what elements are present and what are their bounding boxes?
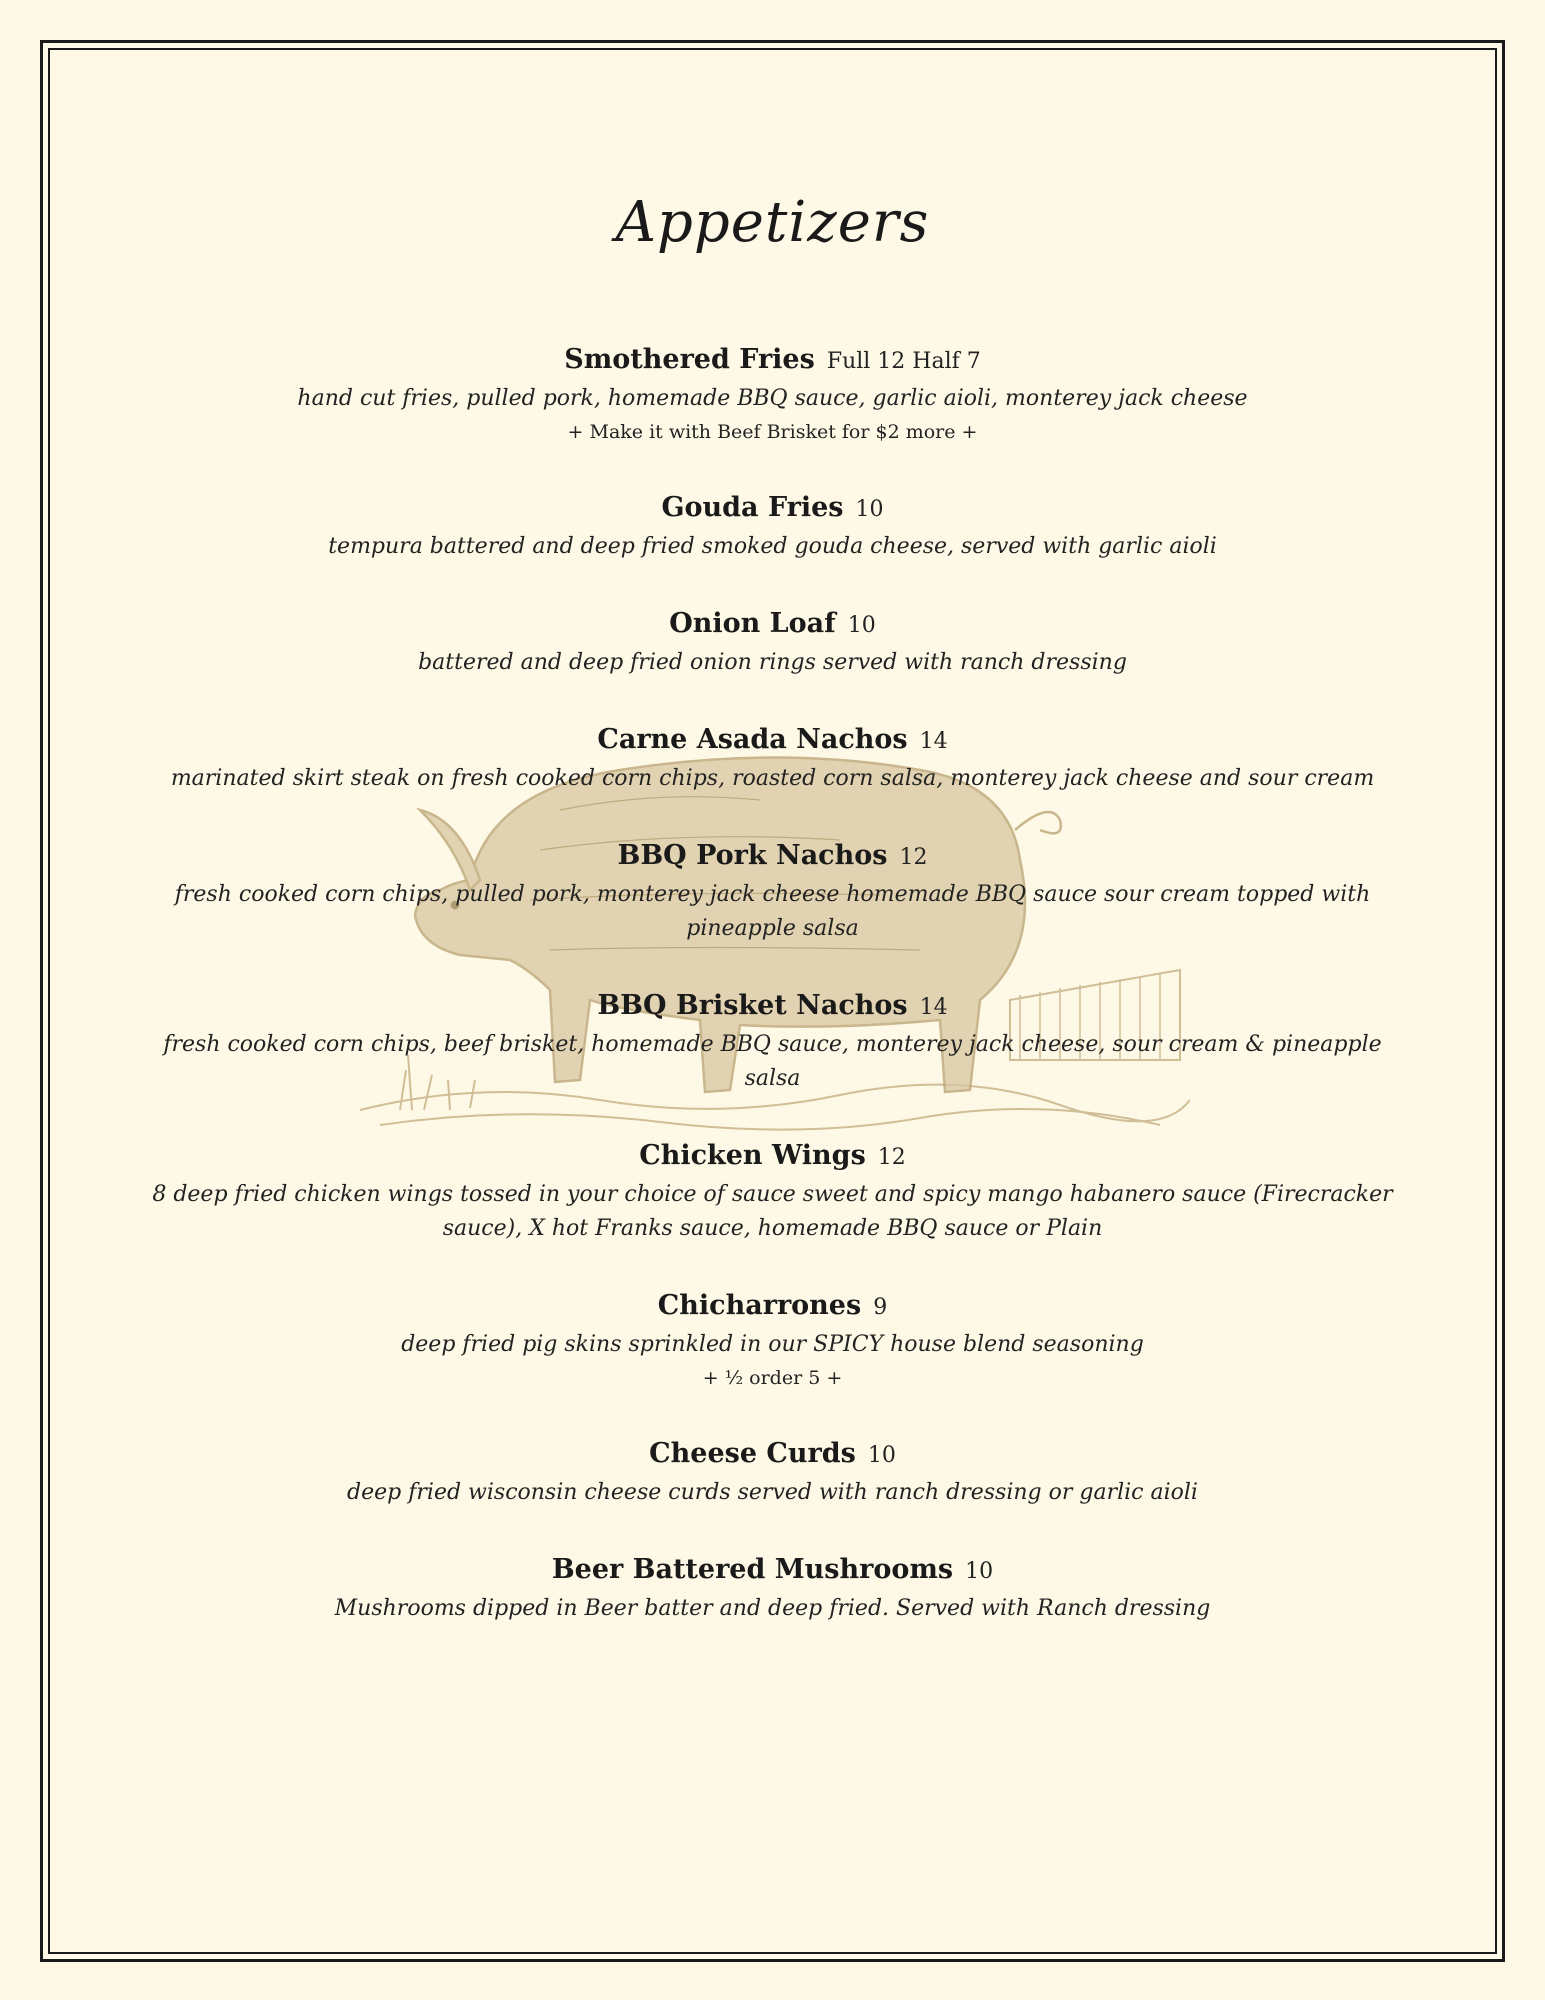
item-price: Full 12 Half 7 xyxy=(826,349,981,374)
item-note: + ½ order 5 + xyxy=(702,1367,843,1389)
item-name: Beer Battered Mushrooms xyxy=(551,1554,954,1585)
item-note: + Make it with Beef Brisket for $2 more + xyxy=(567,421,978,443)
item-description: marinated skirt steak on fresh cooked corn chips, roasted corn salsa, monterey jack cheese and sour cream xyxy=(170,766,1375,791)
item-description: tempura battered and deep fried smoked gouda cheese, served with garlic aioli xyxy=(328,534,1217,559)
item-description: hand cut fries, pulled pork, homemade BBQ sauce, garlic aioli, monterey jack cheese xyxy=(297,386,1248,411)
menu-list xyxy=(150,338,1395,1664)
menu-item xyxy=(150,1432,1395,1510)
item-price: 10 xyxy=(965,1559,994,1584)
item-name: Onion Loaf xyxy=(669,608,836,639)
menu-item xyxy=(150,602,1395,680)
menu-item xyxy=(150,718,1395,796)
item-price: 14 xyxy=(919,995,948,1020)
item-name: Carne Asada Nachos xyxy=(597,724,908,755)
item-description: Mushrooms dipped in Beer batter and deep fried. Served with Ranch dressing xyxy=(334,1596,1211,1621)
item-price: 9 xyxy=(873,1295,888,1320)
menu-item xyxy=(150,486,1395,564)
item-price: 12 xyxy=(877,1145,906,1170)
item-name: Chicken Wings xyxy=(639,1140,866,1171)
item-name: BBQ Brisket Nachos xyxy=(597,990,908,1021)
menu-item xyxy=(150,834,1395,946)
item-price: 12 xyxy=(899,845,928,870)
item-price: 10 xyxy=(847,613,876,638)
item-name: BBQ Pork Nachos xyxy=(617,840,888,871)
menu-item xyxy=(150,1134,1395,1246)
menu-item xyxy=(150,338,1395,448)
menu-item xyxy=(150,1284,1395,1394)
item-description: battered and deep fried onion rings served with ranch dressing xyxy=(418,650,1127,675)
page-title: Appetizers xyxy=(615,190,930,255)
menu-item xyxy=(150,1548,1395,1626)
item-price: 10 xyxy=(867,1443,896,1468)
item-name: Smothered Fries xyxy=(564,344,815,375)
item-description: fresh cooked corn chips, beef brisket, homemade BBQ sauce, monterey jack cheese, sour cream & pineapple salsa xyxy=(163,1032,1382,1091)
item-description: fresh cooked corn chips, pulled pork, monterey jack cheese homemade BBQ sauce sour cream topped with pineapple salsa xyxy=(174,882,1371,941)
item-price: 10 xyxy=(855,497,884,522)
menu-item xyxy=(150,984,1395,1096)
item-name: Gouda Fries xyxy=(661,492,844,523)
item-description: deep fried wisconsin cheese curds served with ranch dressing or garlic aioli xyxy=(347,1480,1198,1505)
item-description: deep fried pig skins sprinkled in our SPICY house blend seasoning xyxy=(401,1332,1144,1357)
item-name: Chicharrones xyxy=(657,1290,862,1321)
item-price: 14 xyxy=(919,729,948,754)
item-name: Cheese Curds xyxy=(649,1438,856,1469)
item-description: 8 deep fried chicken wings tossed in your choice of sauce sweet and spicy mango habanero sauce (Firecracker sauce), X hot Franks sauce, homemade BBQ sauce or Plain xyxy=(152,1182,1393,1241)
